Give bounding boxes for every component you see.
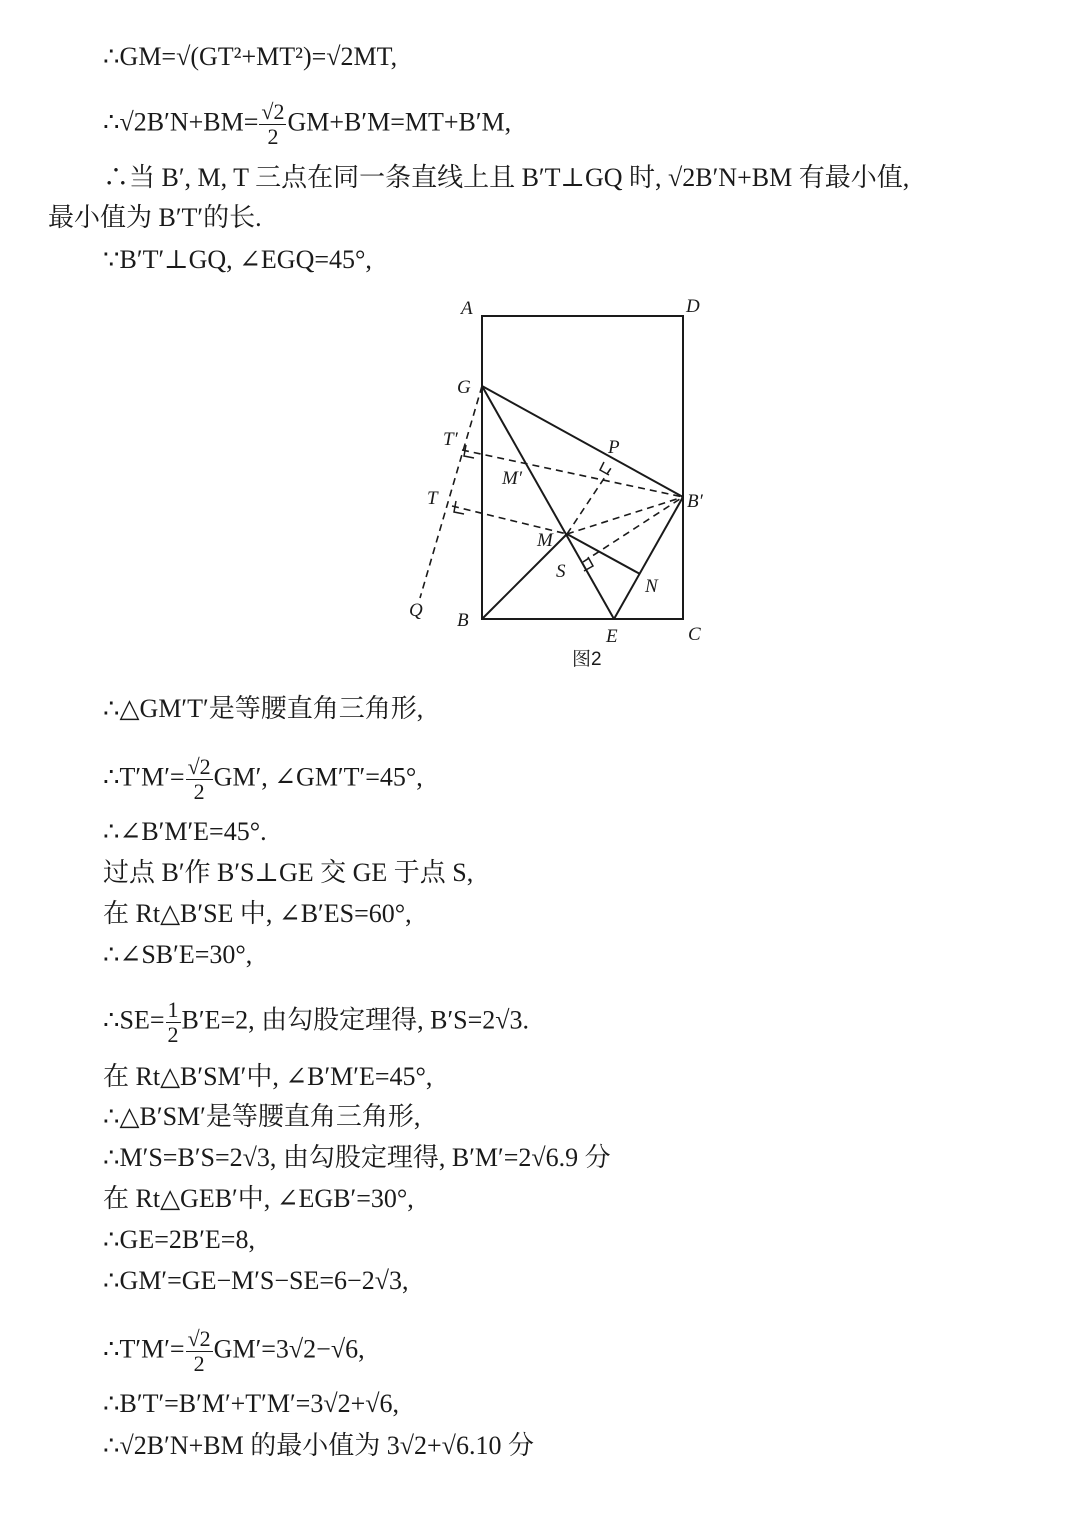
- line-2-start: ∴√2B′N+BM=: [103, 107, 259, 137]
- line-21: ∴√2B′N+BM 的最小值为 3√2+√6.10 分: [103, 1431, 534, 1460]
- fraction-denominator: 2: [193, 779, 205, 804]
- label-s: S: [556, 561, 566, 582]
- line-18: ∴GM′=GE−M′S−SE=6−2√3,: [103, 1266, 409, 1295]
- line-20: ∴B′T′=B′M′+T′M′=3√2+√6,: [103, 1389, 400, 1418]
- label-t: T: [427, 488, 438, 509]
- line-12-end: B′E=2, 由勾股定理得, B′S=2√3.: [181, 1005, 530, 1035]
- label-p: P: [608, 437, 620, 458]
- line-12-start: ∴SE=: [103, 1005, 165, 1035]
- fraction-denominator: 2: [267, 124, 279, 149]
- line-4: 最小值为 B′T′的长.: [48, 203, 262, 232]
- label-n: N: [645, 576, 658, 597]
- label-e: E: [606, 626, 618, 647]
- fraction: [186, 1327, 213, 1376]
- line-17: ∴GE=2B′E=8,: [103, 1225, 255, 1254]
- line-7-end: GM′, ∠GM′T′=45°,: [213, 762, 423, 792]
- label-b-prime: B′: [687, 491, 703, 512]
- line-14: ∴△B′SM′是等腰直角三角形,: [103, 1102, 421, 1131]
- segment-bm: [482, 534, 567, 619]
- line-5: ∵B′T′⊥GQ, ∠EGQ=45°,: [103, 245, 372, 274]
- line-19-start: ∴T′M′=: [103, 1334, 185, 1364]
- fraction-numerator: √2: [187, 1326, 211, 1351]
- line-3: ∴当 B′, M, T 三点在同一条直线上且 B′T⊥GQ 时, √2B′N+BM 有最小值,: [103, 163, 910, 192]
- dashed-sb1: [583, 497, 683, 562]
- fraction-numerator: √2: [261, 99, 285, 124]
- line-7: [103, 755, 423, 804]
- geometry-figure: [0, 0, 1080, 690]
- label-m-prime: M′: [502, 468, 522, 489]
- fraction: [186, 755, 213, 804]
- fraction-denominator: 2: [193, 1351, 205, 1376]
- label-m: M: [537, 530, 553, 551]
- line-19-end: GM′=3√2−√6,: [213, 1334, 365, 1364]
- line-8: ∴∠B′M′E=45°.: [103, 817, 267, 846]
- label-t-prime: T′: [443, 429, 458, 450]
- dashed-mp: [567, 465, 613, 534]
- line-15: ∴M′S=B′S=2√3, 由勾股定理得, B′M′=2√6.9 分: [103, 1143, 611, 1172]
- line-6: ∴△GM′T′是等腰直角三角形,: [103, 694, 424, 723]
- line-19: [103, 1327, 365, 1376]
- line-1: ∴GM=√(GT²+MT²)=√2MT,: [103, 42, 398, 71]
- fraction: [166, 998, 181, 1047]
- label-d: D: [686, 296, 700, 317]
- line-13: 在 Rt△B′SM′中, ∠B′M′E=45°,: [103, 1062, 433, 1091]
- figure-caption: 图2: [572, 649, 602, 670]
- fraction-numerator: √2: [187, 754, 211, 779]
- right-angle-t: [454, 501, 464, 514]
- label-c: C: [688, 624, 701, 645]
- fraction-numerator: 1: [167, 997, 179, 1022]
- line-10: 在 Rt△B′SE 中, ∠B′ES=60°,: [103, 899, 412, 928]
- label-g: G: [457, 377, 471, 398]
- label-b: B: [457, 610, 469, 631]
- fraction-denominator: 2: [167, 1022, 179, 1047]
- right-angle-t1: [464, 445, 474, 458]
- line-2-end: GM+B′M=MT+B′M,: [287, 107, 512, 137]
- label-a: A: [461, 298, 473, 319]
- line-11: ∴∠SB′E=30°,: [103, 940, 253, 969]
- label-q: Q: [409, 600, 423, 621]
- line-12: [103, 998, 529, 1047]
- line-16: 在 Rt△GEB′中, ∠EGB′=30°,: [103, 1184, 414, 1213]
- line-9: 过点 B′作 B′S⊥GE 交 GE 于点 S,: [103, 858, 474, 887]
- dashed-t1b1: [462, 450, 683, 497]
- line-7-start: ∴T′M′=: [103, 762, 185, 792]
- segment-ge: [482, 386, 614, 619]
